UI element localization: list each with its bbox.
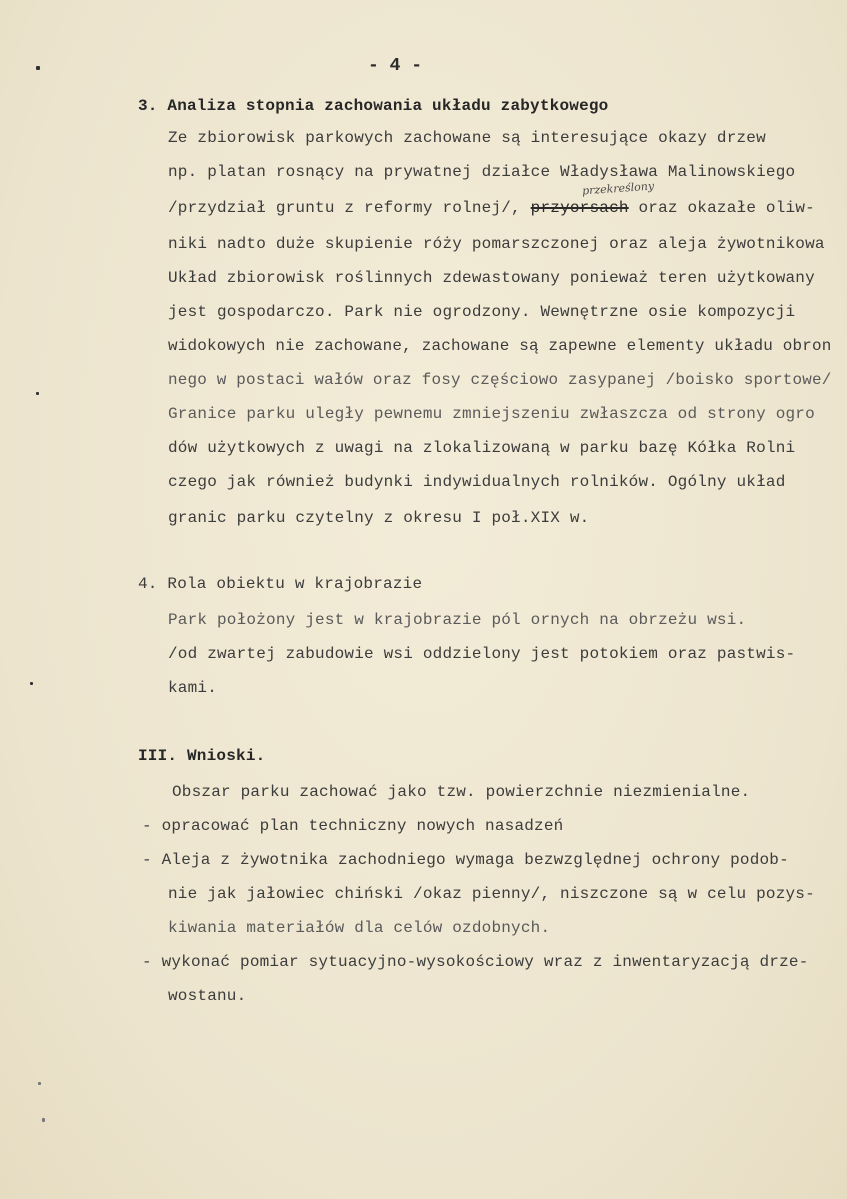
text-line [168,198,815,218]
text-line: /od zwartej zabudowie wsi oddzielony jest potokiem oraz pastwis- [168,645,796,663]
text-line: jest gospodarczo. Park nie ogrodzony. Wewnętrzne osie kompozycji [168,303,796,321]
text-line: nie jak jałowiec chiński /okaz pienny/, niszczone są w celu pozys- [168,885,815,903]
margin-mark [36,66,40,70]
text-line: wostanu. [168,987,247,1005]
handwritten-annotation: przekreślony [581,179,655,198]
text-line: np. platan rosnący na prywatnej działce Władysława Malinowskiego [168,163,796,181]
text-line: Ze zbiorowisk parkowych zachowane są interesujące okazy drzew [168,129,766,147]
section-heading: 3. Analiza stopnia zachowania układu zabytkowego [138,97,609,115]
margin-mark [42,1118,45,1122]
section-heading: III. Wnioski. [138,747,266,765]
text-line: niki nadto duże skupienie róży pomarszczonej oraz aleja żywotnikowa [168,235,825,253]
text-segment: /przydział gruntu z reformy rolnej/, [168,199,521,217]
text-line: widokowych nie zachowane, zachowane są zapewne elementy układu obron [168,337,832,355]
page-number: - 4 - [368,56,423,76]
text-line: granic parku czytelny z okresu I poł.XIX w. [168,509,590,527]
text-line: dów użytkowych z uwagi na zlokalizowaną w parku bazę Kółka Rolni [168,439,796,457]
list-item: - wykonać pomiar sytuacyjno-wysokościowy wraz z inwentaryzacją drze- [142,953,809,971]
margin-mark [38,1082,41,1085]
margin-mark [30,682,33,685]
text-line: nego w postaci wałów oraz fosy częściowo zasypanej /boisko sportowe/ [168,371,832,389]
list-item: - Aleja z żywotnika zachodniego wymaga bezwzględnej ochrony podob- [142,851,789,869]
text-line: czego jak również budynki indywidualnych rolników. Ogólny układ [168,473,786,491]
text-line: kiwania materiałów dla celów ozdobnych. [168,919,551,937]
section-heading: 4. Rola obiektu w krajobrazie [138,575,423,593]
text-line: Granice parku uległy pewnemu zmniejszeniu zwłaszcza od strony ogro [168,405,815,423]
struck-word: przyorsach [530,199,629,217]
text-line: Układ zbiorowisk roślinnych zdewastowany ponieważ teren użytkowany [168,269,815,287]
text-line: Park położony jest w krajobrazie pól ornych na obrzeżu wsi. [168,611,747,629]
margin-mark [36,392,39,395]
text-segment: oraz okazałe oliw- [638,199,815,217]
text-line: kami. [168,679,218,697]
text-line: Obszar parku zachować jako tzw. powierzchnie niezmienialne. [172,783,751,801]
list-item: - opracować plan techniczny nowych nasadzeń [142,817,564,835]
